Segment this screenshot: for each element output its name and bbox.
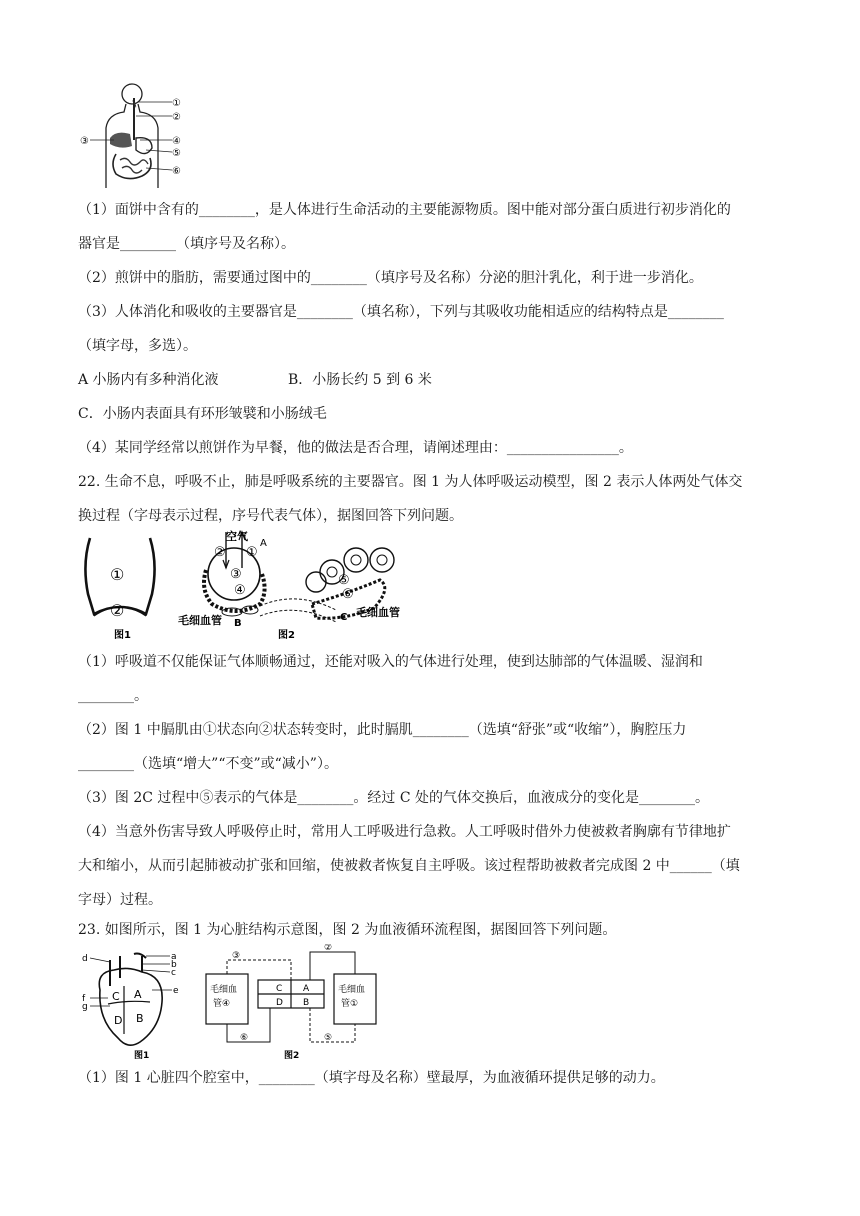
heart-chamber-b: B [136,1012,144,1025]
heart-label-f: f [82,994,86,1004]
q21-part3-line1: （3）人体消化和吸收的主要器官是________（填名称），下列与其吸收功能相适应的结构特点是________ [78,304,724,320]
flow-path-2: ② [324,944,333,953]
q22-part2-line2: ________（选填“增大”“不变”或“减小”）。 [78,756,338,772]
flow-chamber-d: D [276,998,283,1008]
q21-part2: （2）煎饼中的脂肪，需要通过图中的________（填序号及名称）分泌的胆汁乳化，利于进一步消化。 [78,270,703,286]
digestive-system-figure [80,78,190,193]
heart-chamber-d: D [114,1014,123,1027]
gas-exchange-figure [176,530,426,642]
capillary-label-right: 毛细血管 [356,606,400,619]
digestive-label-5: ⑤ [172,148,181,159]
gas-exchange-label-2: ② [214,545,226,560]
flow-left-box-line2: 管④ [213,999,231,1009]
gas-exchange-label-3: ③ [230,567,242,582]
flow-figure-caption: 图2 [284,1051,300,1061]
q22-part1-line1: （1）呼吸道不仅能保证气体顺畅通过，还能对吸入的气体进行处理，使到达肺部的气体温暖、湿润和 [78,654,703,670]
heart-label-d: d [82,954,88,964]
q21-part1-line2: 器官是________（填序号及名称）。 [78,236,295,252]
circulation-flow-figure [200,944,390,1062]
q22-part2-line1: （2）图 1 中膈肌由①状态向②状态转变时，此时膈肌________（选填“舒张”或“收缩”），胸腔压力 [78,722,687,738]
q21-option-b: B．小肠长约 5 到 6 米 [288,372,432,388]
heart-label-g: g [82,1002,88,1012]
flow-path-6: ⑥ [240,1033,249,1043]
q22-part4-line2: 大和缩小，从而引起肺被动扩张和回缩，使被救者恢复自主呼吸。该过程帮助被救者完成图 2 中______（填 [78,858,740,874]
gas-exchange-process-b: B [234,618,242,629]
heart-structure-figure [80,950,180,1062]
heart-figure-caption: 图1 [134,1051,150,1061]
q22-stem-line1: 22. 生命不息，呼吸不止，肺是呼吸系统的主要器官。图 1 为人体呼吸运动模型，图 2 表示人体两处气体交 [78,474,743,490]
q21-part4: （4）某同学经常以煎饼作为早餐，他的做法是否合理，请阐述理由：________________。 [78,440,633,456]
breathing-model-caption: 图1 [114,630,131,641]
q21-part3-line2: （填字母，多选）。 [78,338,197,354]
gas-exchange-process-c: C [340,612,348,623]
gas-exchange-process-a: A [260,538,267,549]
flow-right-box-line2: 管① [341,999,359,1009]
digestive-label-2: ② [172,112,181,123]
q21-option-a: A 小肠内有多种消化液 [78,372,219,388]
flow-chamber-b: B [303,998,310,1008]
q21-part1-line1: （1）面饼中含有的________，是人体进行生命活动的主要能源物质。图中能对部分蛋白质进行初步消化的 [78,202,731,218]
flow-chamber-a: A [303,984,310,994]
gas-exchange-label-1: ① [246,545,258,560]
flow-chamber-c: C [276,984,283,994]
flow-path-5: ⑤ [324,1033,333,1043]
q22-part1-line2: ________。 [78,688,148,704]
heart-label-e: e [173,986,179,996]
flow-path-3: ③ [232,951,241,961]
breathing-model-figure [80,534,170,642]
q22-stem-line2: 换过程（字母表示过程，序号代表气体），据图回答下列问题。 [78,508,463,524]
digestive-label-6: ⑥ [172,166,181,177]
q23-part1: （1）图 1 心脏四个腔室中，________（填字母及名称）壁最厚，为血液循环提供足够的动力。 [78,1070,665,1086]
breathing-model-label-1: ① [110,565,125,584]
q22-part4-line1: （4）当意外伤害导致人呼吸停止时，常用人工呼吸进行急救。人工呼吸时借外力使被救者胸廓有节律地扩 [78,824,731,840]
gas-exchange-caption: 图2 [278,630,295,641]
heart-chamber-a: A [134,988,142,1001]
flow-left-box-line1: 毛细血 [210,985,238,995]
q22-part4-line3: 字母）过程。 [78,892,162,908]
breathing-model-label-2: ② [110,601,125,620]
heart-label-b: b [171,960,177,970]
flow-right-box-line1: 毛细血 [338,985,366,995]
gas-exchange-label-4: ④ [234,583,246,598]
digestive-label-1: ① [172,98,181,109]
gas-exchange-label-6: ⑥ [342,587,354,602]
q23-stem: 23. 如图所示，图 1 为心脏结构示意图，图 2 为血液循环流程图，据图回答下列问题。 [78,922,617,938]
heart-chamber-c: C [112,990,120,1003]
heart-label-a: a [171,952,177,962]
q22-part3: （3）图 2C 过程中⑤表示的气体是________。经过 C 处的气体交换后，血液成分的变化是________。 [78,790,710,806]
digestive-label-4: ④ [172,136,181,147]
q21-option-c: C．小肠内表面具有环形皱襞和小肠绒毛 [78,406,327,422]
gas-exchange-label-5: ⑤ [338,573,350,588]
heart-label-c: c [171,968,176,978]
capillary-label-left: 毛细血管 [178,614,222,627]
gas-exchange-air-label: 空气 [226,530,248,543]
digestive-label-3: ③ [80,136,89,147]
